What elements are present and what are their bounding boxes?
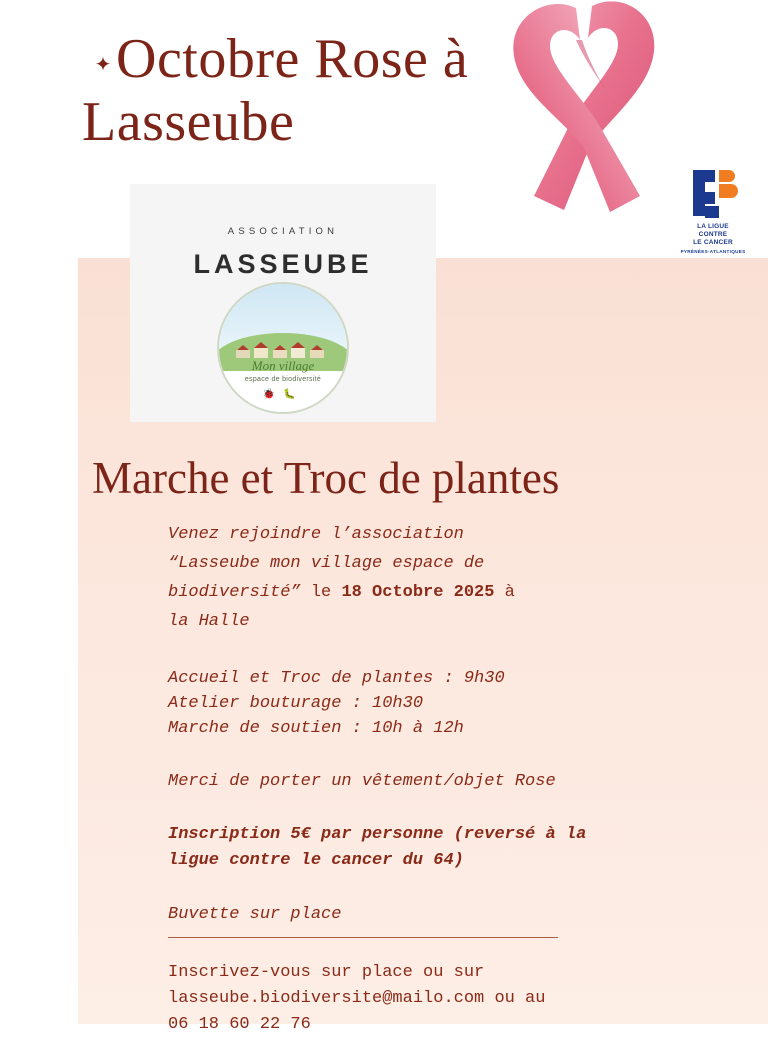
association-logo-card <box>130 184 436 422</box>
ligue-logo-text <box>676 223 750 255</box>
contact-line-2: lasseube.biodiversite@mailo.com ou au <box>168 989 546 1008</box>
price-line-2: ligue contre le cancer du 64) <box>168 851 464 870</box>
emblem-sublabel: espace de biodiversité <box>244 376 322 384</box>
contact-line-1: Inscrivez-vous sur place ou sur <box>168 963 485 982</box>
ligue-mark-icon <box>685 168 741 220</box>
refreshments-note: Buvette sur place <box>168 905 342 924</box>
registration-price <box>168 822 734 874</box>
price-line-1: Inscription 5€ par personne (reversé à la <box>168 825 587 844</box>
event-headline: Marche et Troc de plantes <box>92 453 560 503</box>
intro-line-3: biodiversité” <box>168 583 301 602</box>
association-emblem-icon <box>217 282 349 414</box>
dress-code-note: Merci de porter un vêtement/objet Rose <box>168 772 556 791</box>
intro-venue: la Halle <box>168 612 250 631</box>
divider <box>168 937 558 938</box>
ligue-line-3: LE CANCER <box>693 239 733 247</box>
intro-line-1: Venez rejoindre l’association <box>168 525 464 544</box>
event-date: 18 Octobre 2025 <box>341 583 495 602</box>
ligue-line-1: LA LIGUE <box>697 223 729 230</box>
emblem-label: Mon village <box>251 358 315 374</box>
schedule-item: Marche de soutien : 10h à 12h <box>168 719 464 738</box>
sparkle-icon: ✦ <box>94 54 112 76</box>
page-title-line-1: Octobre Rose à <box>116 28 469 90</box>
schedule-item: Accueil et Troc de plantes : 9h30 <box>168 669 505 688</box>
ligue-line-2: CONTRE <box>698 231 728 239</box>
intro-line-2: “Lasseube mon village espace de <box>168 554 485 573</box>
emblem-insects-icon: 🐞🐛 <box>262 388 304 400</box>
intro-paragraph <box>168 520 734 636</box>
ligue-sub-label: PYRÉNÉES-ATLANTIQUES <box>680 249 746 255</box>
contact-info <box>168 960 734 1038</box>
intro-le: le <box>310 583 332 602</box>
emblem-village-houses-icon <box>232 322 334 358</box>
ligue-contre-le-cancer-logo <box>676 168 750 274</box>
association-name: LASSEUBE <box>193 249 373 279</box>
event-details <box>168 520 734 1038</box>
schedule-item: Atelier bouturage : 10h30 <box>168 694 424 713</box>
schedule-list <box>168 666 734 741</box>
page-title <box>82 28 602 153</box>
page-title-line-2: Lasseube <box>82 90 295 153</box>
contact-line-3: 06 18 60 22 76 <box>168 1015 311 1034</box>
intro-a: à <box>504 583 515 602</box>
association-kicker: ASSOCIATION <box>227 226 339 237</box>
background-left-margin <box>0 0 78 1024</box>
